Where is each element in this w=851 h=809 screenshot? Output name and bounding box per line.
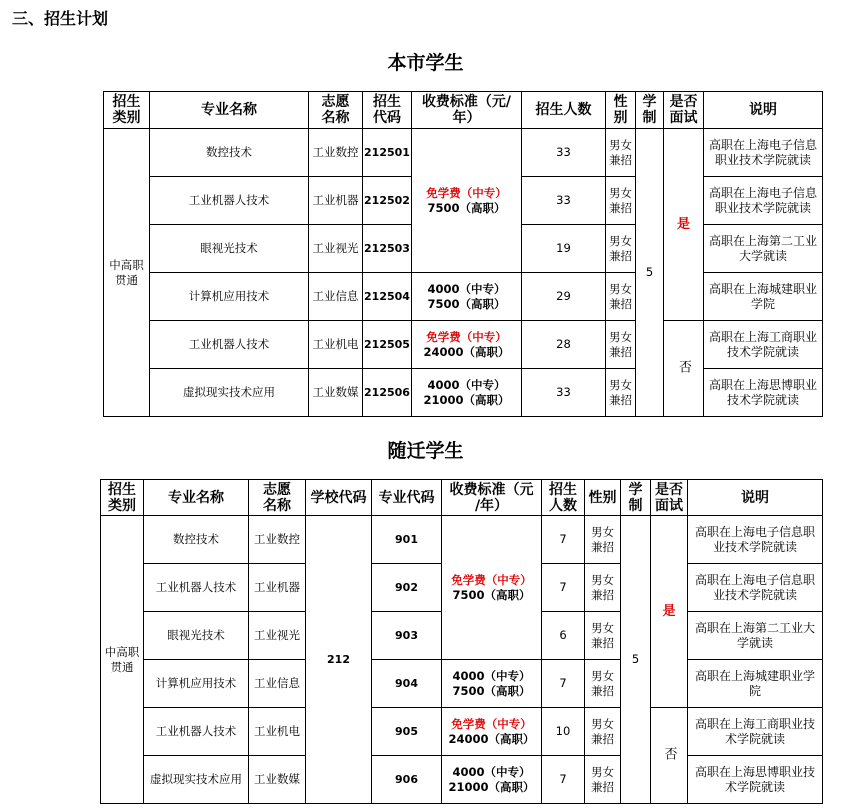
gender-cell: 男女 兼招 xyxy=(585,756,621,804)
code-cell: 904 xyxy=(372,660,442,708)
category-cell: 中高职 贯通 xyxy=(101,516,144,804)
choice-cell: 工业机器 xyxy=(249,564,306,612)
count-cell: 10 xyxy=(542,708,585,756)
local-header-row xyxy=(104,92,823,129)
gender-cell: 男女 兼招 xyxy=(585,660,621,708)
migrant-enrollment-table xyxy=(100,479,823,804)
gender-cell: 男女 兼招 xyxy=(585,564,621,612)
table-row xyxy=(101,516,823,564)
header-count: 招生 人数 xyxy=(542,480,585,516)
gender-cell: 男女 兼招 xyxy=(585,612,621,660)
migrant-table-title: 随迁学生 xyxy=(387,440,464,462)
header-category: 招生 类别 xyxy=(101,480,144,516)
major-cell: 虚拟现实技术应用 xyxy=(150,369,309,417)
major-cell: 工业机器人技术 xyxy=(144,708,249,756)
header-choice: 志愿 名称 xyxy=(249,480,306,516)
table-row xyxy=(101,660,823,708)
header-gender: 性 别 xyxy=(606,92,636,129)
gender-cell: 男女 兼招 xyxy=(585,516,621,564)
code-cell: 212502 xyxy=(363,177,412,225)
gender-cell: 男女 兼招 xyxy=(606,321,636,369)
code-cell: 212506 xyxy=(363,369,412,417)
note-cell: 高职在上海电子信息 职业技术学院就读 xyxy=(704,129,823,177)
fee-cell xyxy=(442,708,542,756)
header-interview: 是否 面试 xyxy=(651,480,688,516)
table-row xyxy=(101,756,823,804)
major-cell: 工业机器人技术 xyxy=(144,564,249,612)
gender-cell: 男女 兼招 xyxy=(606,273,636,321)
choice-cell: 工业数媒 xyxy=(309,369,363,417)
table-row xyxy=(104,273,823,321)
note-cell: 高职在上海思博职业 技术学院就读 xyxy=(704,369,823,417)
major-cell: 眼视光技术 xyxy=(150,225,309,273)
choice-cell: 工业机电 xyxy=(249,708,306,756)
fee-cell xyxy=(412,273,522,321)
interview-no-text: 否 xyxy=(661,747,677,760)
major-cell: 计算机应用技术 xyxy=(150,273,309,321)
note-cell: 高职在上海工商职业 技术学院就读 xyxy=(704,321,823,369)
header-major: 专业名称 xyxy=(150,92,309,129)
interview-no-cell xyxy=(651,708,688,804)
count-cell: 33 xyxy=(522,129,606,177)
choice-cell: 工业机器 xyxy=(309,177,363,225)
code-cell: 212504 xyxy=(363,273,412,321)
count-cell: 33 xyxy=(522,369,606,417)
migrant-header-row xyxy=(101,480,823,516)
header-category: 招生 类别 xyxy=(104,92,150,129)
count-cell: 7 xyxy=(542,660,585,708)
header-count: 招生人数 xyxy=(522,92,606,129)
major-cell: 数控技术 xyxy=(150,129,309,177)
table-row xyxy=(104,129,823,177)
note-cell: 高职在上海工商职业技 术学院就读 xyxy=(688,708,823,756)
table-row xyxy=(101,708,823,756)
duration-cell: 5 xyxy=(636,129,664,417)
code-cell: 902 xyxy=(372,564,442,612)
gender-cell: 男女 兼招 xyxy=(606,177,636,225)
table-row xyxy=(104,369,823,417)
gender-cell: 男女 兼招 xyxy=(585,708,621,756)
code-cell: 905 xyxy=(372,708,442,756)
interview-no-cell xyxy=(664,321,704,417)
code-cell: 212503 xyxy=(363,225,412,273)
fee-line-1: 免学费（中专） xyxy=(426,329,507,344)
count-cell: 7 xyxy=(542,516,585,564)
choice-cell: 工业信息 xyxy=(309,273,363,321)
note-cell: 高职在上海思博职业技 术学院就读 xyxy=(688,756,823,804)
count-cell: 7 xyxy=(542,756,585,804)
note-cell: 高职在上海电子信息职 业技术学院就读 xyxy=(688,564,823,612)
interview-yes-cell: 是 xyxy=(664,129,704,321)
choice-cell: 工业数媒 xyxy=(249,756,306,804)
count-cell: 28 xyxy=(522,321,606,369)
fee-line-1: 4000（中专） xyxy=(427,281,506,296)
gender-cell: 男女 兼招 xyxy=(606,129,636,177)
choice-cell: 工业数控 xyxy=(249,516,306,564)
major-cell: 数控技术 xyxy=(144,516,249,564)
header-note: 说明 xyxy=(704,92,823,129)
gender-cell: 男女 兼招 xyxy=(606,225,636,273)
category-cell: 中高职 贯通 xyxy=(104,129,150,417)
choice-cell: 工业视光 xyxy=(249,612,306,660)
duration-cell: 5 xyxy=(621,516,651,804)
count-cell: 29 xyxy=(522,273,606,321)
header-gender: 性别 xyxy=(585,480,621,516)
choice-cell: 工业视光 xyxy=(309,225,363,273)
interview-yes-cell: 是 xyxy=(651,516,688,708)
note-cell: 高职在上海第二工业大 学就读 xyxy=(688,612,823,660)
header-note: 说明 xyxy=(688,480,823,516)
code-cell: 212501 xyxy=(363,129,412,177)
fee-cell xyxy=(412,369,522,417)
fee-line-1: 免学费（中专） xyxy=(451,716,532,731)
fee-cell xyxy=(442,756,542,804)
note-cell: 高职在上海电子信息 职业技术学院就读 xyxy=(704,177,823,225)
local-enrollment-table xyxy=(103,91,823,417)
header-interview: 是否 面试 xyxy=(664,92,704,129)
header-duration: 学 制 xyxy=(636,92,664,129)
fee-line-2: 7500（高职） xyxy=(452,587,531,602)
fee-cell-group xyxy=(412,129,522,273)
count-cell: 33 xyxy=(522,177,606,225)
local-table-title: 本市学生 xyxy=(387,52,464,74)
major-cell: 虚拟现实技术应用 xyxy=(144,756,249,804)
fee-line-1: 4000（中专） xyxy=(452,668,531,683)
fee-line-2: 24000（高职） xyxy=(423,344,510,359)
note-cell: 高职在上海城建职业 学院 xyxy=(704,273,823,321)
header-major-code: 专业代码 xyxy=(372,480,442,516)
header-fee: 收费标准（元 /年） xyxy=(442,480,542,516)
table-row xyxy=(104,321,823,369)
count-cell: 6 xyxy=(542,612,585,660)
code-cell: 906 xyxy=(372,756,442,804)
header-major: 专业名称 xyxy=(144,480,249,516)
header-code: 招生 代码 xyxy=(363,92,412,129)
major-cell: 工业机器人技术 xyxy=(150,177,309,225)
fee-line-2: 7500（高职） xyxy=(452,683,531,698)
note-cell: 高职在上海城建职业学 院 xyxy=(688,660,823,708)
fee-line-1: 免学费（中专） xyxy=(451,572,532,587)
header-school-code: 学校代码 xyxy=(306,480,372,516)
gender-cell: 男女 兼招 xyxy=(606,369,636,417)
note-cell: 高职在上海电子信息职 业技术学院就读 xyxy=(688,516,823,564)
fee-line-1: 4000（中专） xyxy=(452,764,531,779)
choice-cell: 工业机电 xyxy=(309,321,363,369)
fee-line-2: 21000（高职） xyxy=(448,779,535,794)
code-cell: 901 xyxy=(372,516,442,564)
fee-line-1: 4000（中专） xyxy=(427,377,506,392)
header-duration: 学 制 xyxy=(621,480,651,516)
fee-line-1: 免学费（中专） xyxy=(426,185,507,200)
count-cell: 19 xyxy=(522,225,606,273)
count-cell: 7 xyxy=(542,564,585,612)
fee-line-2: 21000（高职） xyxy=(423,392,510,407)
fee-line-2: 7500（高职） xyxy=(427,296,506,311)
choice-cell: 工业信息 xyxy=(249,660,306,708)
school-code-cell: 212 xyxy=(306,516,372,804)
code-cell: 903 xyxy=(372,612,442,660)
choice-cell: 工业数控 xyxy=(309,129,363,177)
fee-cell xyxy=(412,321,522,369)
fee-line-2: 24000（高职） xyxy=(448,731,535,746)
major-cell: 眼视光技术 xyxy=(144,612,249,660)
major-cell: 工业机器人技术 xyxy=(150,321,309,369)
major-cell: 计算机应用技术 xyxy=(144,660,249,708)
fee-cell xyxy=(442,660,542,708)
note-cell: 高职在上海第二工业 大学就读 xyxy=(704,225,823,273)
header-fee: 收费标准（元/ 年） xyxy=(412,92,522,129)
section-title: 三、招生计划 xyxy=(12,9,109,28)
fee-cell-group xyxy=(442,516,542,660)
fee-line-2: 7500（高职） xyxy=(427,200,506,215)
header-choice: 志愿 名称 xyxy=(309,92,363,129)
interview-no-text: 否 xyxy=(676,360,691,373)
code-cell: 212505 xyxy=(363,321,412,369)
